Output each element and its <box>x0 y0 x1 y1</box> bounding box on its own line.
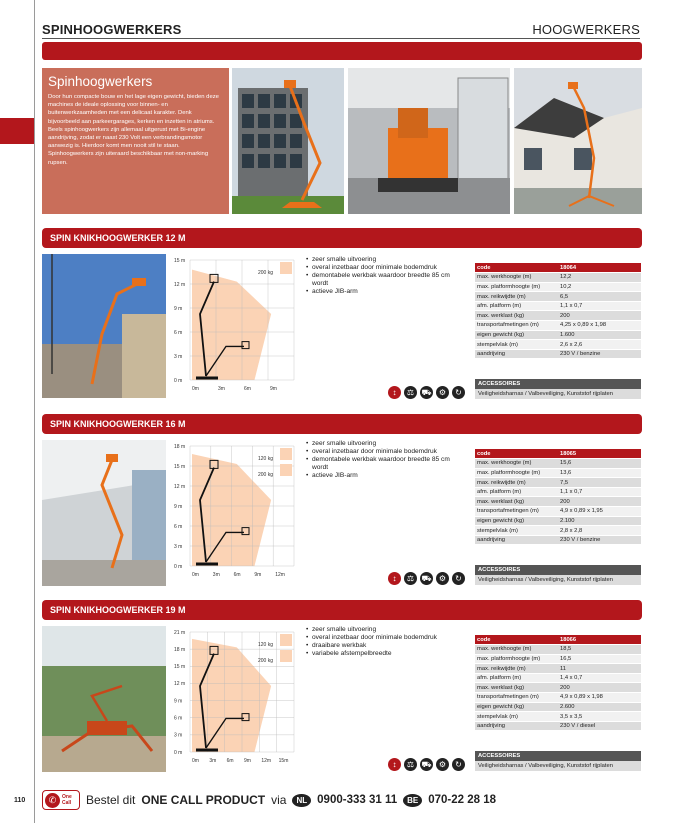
y-tick-label: 12 m <box>174 281 186 288</box>
x-tick-label: 0m <box>192 572 199 578</box>
spec-value: 18,5 <box>558 645 641 655</box>
spec-header-row <box>475 635 641 645</box>
spec-table-19m <box>475 635 641 731</box>
phone-icon: ✆ <box>45 793 60 808</box>
features-19m <box>306 626 466 658</box>
spec-label: code <box>475 635 558 645</box>
spec-value: 3,5 x 3,5 <box>558 712 641 722</box>
header-rule <box>42 38 640 39</box>
footer-via: via <box>271 793 287 807</box>
footer-product: ONE CALL PRODUCT <box>141 793 266 807</box>
height-icon: ↕ <box>388 386 401 399</box>
spec-row <box>475 507 641 517</box>
spec-label: max. werklast (kg) <box>475 497 558 507</box>
x-tick-label: 9m <box>254 572 262 578</box>
spec-label: afm. platform (m) <box>475 301 558 311</box>
reach-diagram-12m <box>172 254 298 402</box>
spec-label: code <box>475 263 558 273</box>
spec-label: max. reikwijdte (m) <box>475 292 558 302</box>
spec-row <box>475 468 641 478</box>
y-tick-label: 3 m <box>174 353 183 360</box>
y-tick-label: 6 m <box>174 715 183 722</box>
spec-row <box>475 497 641 507</box>
spec-label: max. platformhoogte (m) <box>475 468 558 478</box>
load-label: 200 kg <box>258 658 274 664</box>
y-tick-label: 3 m <box>174 543 183 550</box>
y-tick-label: 6 m <box>174 329 183 336</box>
y-tick-label: 21 m <box>174 629 186 636</box>
spec-value: 230 V / benzine <box>558 349 641 359</box>
intro-heading: Spinhoogwerkers <box>48 74 153 89</box>
photo-product-19m <box>42 626 166 772</box>
spec-value: 230 V / diesel <box>558 721 641 731</box>
spec-row <box>475 654 641 664</box>
spec-table-12m <box>475 263 641 359</box>
intro-text: Door hun compacte bouw en het lage eigen gewicht, bieden deze machines de ideale oplossing voor binnen- en buitenwerkzaamheden met een delicaat karakter. Denk bijvoorbeeld aan parkeergarages, kerken en inzetten in atriums. Beels spinhoogwerkers zijn allemaal uitgerust met Bi-engine aandrijving, zodat er naast 230 Volt een verbrandingsmotor aanwezig is. Hierdoor komt men nooit stil te staan. Spinhoogwerkers zijn uiteraard beschikbaar met non-marking rupsen. <box>48 94 219 166</box>
spec-value: 200 <box>558 683 641 693</box>
weight-icon: ⚖ <box>404 572 417 585</box>
spec-row <box>475 292 641 302</box>
photo-building-lift <box>232 68 344 214</box>
spec-value: 1,1 x 0,7 <box>558 487 641 497</box>
spec-value: 2,8 x 2,8 <box>558 526 641 536</box>
spec-row <box>475 693 641 703</box>
spec-label: aandrijving <box>475 349 558 359</box>
accessories-12m: Veiligheidsharnas / Valbeveiliging, Kunststof rijplaten <box>475 389 641 399</box>
engine-icon: ⚙ <box>436 572 449 585</box>
spec-value: 15,6 <box>558 459 641 469</box>
accessories-16m: Veiligheidsharnas / Valbeveiliging, Kunststof rijplaten <box>475 575 641 585</box>
accessories-heading-16m: ACCESSOIRES <box>475 565 641 575</box>
feature-item: • demontabele werkbak waardoor breedte 85 cm wordt <box>306 456 466 472</box>
be-badge: BE <box>403 794 422 807</box>
photo-product-12m <box>42 254 166 398</box>
footer-order-line <box>42 790 496 810</box>
spec-label: max. werkhoogte (m) <box>475 273 558 283</box>
icon-row-16m <box>388 572 465 585</box>
spec-value: 2.100 <box>558 516 641 526</box>
reach-diagram-16m <box>172 440 298 588</box>
spec-row <box>475 535 641 545</box>
feature-item: • actieve JIB-arm <box>306 288 466 296</box>
spec-label: max. werklast (kg) <box>475 683 558 693</box>
footer-prefix: Bestel dit <box>86 793 136 807</box>
spec-value: 200 <box>558 311 641 321</box>
spec-label: code <box>475 449 558 459</box>
spec-row <box>475 330 641 340</box>
rotation-icon: ↻ <box>452 758 465 771</box>
spec-value: 13,6 <box>558 468 641 478</box>
product-title-19m: SPIN KNIKHOOGWERKER 19 M <box>42 600 642 620</box>
y-tick-label: 0 m <box>174 749 183 756</box>
sidebar-line <box>34 0 35 823</box>
photo-house-lift <box>514 68 642 214</box>
spec-value: 4,25 x 0,89 x 1,98 <box>558 321 641 331</box>
rotation-icon: ↻ <box>452 386 465 399</box>
spec-label: max. platformhoogte (m) <box>475 654 558 664</box>
x-tick-label: 0m <box>192 386 199 392</box>
logo-line1: One <box>62 794 72 800</box>
spec-row <box>475 673 641 683</box>
spec-row <box>475 349 641 359</box>
features-16m <box>306 440 466 480</box>
spec-label: eigen gewicht (kg) <box>475 702 558 712</box>
feature-item: • variabele afstempelbreedte <box>306 650 466 658</box>
spec-value: 7,5 <box>558 478 641 488</box>
feature-item: • actieve JIB-arm <box>306 472 466 480</box>
drive-icon: ⛟ <box>421 388 432 397</box>
height-icon: ↕ <box>388 572 401 585</box>
spec-row <box>475 683 641 693</box>
icon-row-12m <box>388 386 465 399</box>
logo-line2: Call <box>62 800 72 806</box>
y-tick-label: 6 m <box>174 523 183 530</box>
spec-row <box>475 459 641 469</box>
spec-row <box>475 487 641 497</box>
x-tick-label: 6m <box>233 572 241 578</box>
spec-row <box>475 645 641 655</box>
y-tick-label: 12 m <box>174 681 186 688</box>
page-title: SPINHOOGWERKERS <box>42 22 182 37</box>
spec-value: 18065 <box>558 449 641 459</box>
spec-row <box>475 273 641 283</box>
accessories-heading-12m: ACCESSOIRES <box>475 379 641 389</box>
nl-phone[interactable]: 0900-333 31 11 <box>317 794 398 806</box>
spec-label: max. werkhoogte (m) <box>475 459 558 469</box>
spec-value: 6,5 <box>558 292 641 302</box>
spec-label: afm. platform (m) <box>475 673 558 683</box>
engine-icon: ⚙ <box>436 758 449 771</box>
spec-row <box>475 702 641 712</box>
nl-badge: NL <box>292 794 311 807</box>
feature-item: • zeer smalle uitvoering <box>306 626 466 634</box>
spec-row <box>475 478 641 488</box>
feature-item: • demontabele werkbak waardoor breedte 85 cm wordt <box>306 272 466 288</box>
features-12m <box>306 256 466 296</box>
feature-item: • draaibare werkbak <box>306 642 466 650</box>
x-tick-label: 12m <box>275 572 285 578</box>
spec-value: 1,4 x 0,7 <box>558 673 641 683</box>
y-tick-label: 15 m <box>174 257 186 264</box>
be-phone[interactable]: 070-22 28 18 <box>428 794 497 806</box>
x-tick-label: 3m <box>212 572 220 578</box>
load-label: 120 kg <box>258 456 274 462</box>
spec-table-16m <box>475 449 641 545</box>
spec-label: max. reikwijdte (m) <box>475 478 558 488</box>
spec-value: 10,2 <box>558 282 641 292</box>
load-swatch <box>280 464 292 476</box>
weight-icon: ⚖ <box>404 758 417 771</box>
load-swatch <box>280 634 292 646</box>
spec-value: 4,9 x 0,89 x 1,98 <box>558 693 641 703</box>
feature-item: • overal inzetbaar door minimale bodemdruk <box>306 634 466 642</box>
spec-label: max. werkhoogte (m) <box>475 645 558 655</box>
spec-row <box>475 282 641 292</box>
spec-row <box>475 340 641 350</box>
load-label: 200 kg <box>258 270 274 276</box>
x-tick-label: 9m <box>244 758 251 764</box>
load-swatch <box>280 650 292 662</box>
y-tick-label: 12 m <box>174 483 186 490</box>
spec-row <box>475 321 641 331</box>
spec-label: max. platformhoogte (m) <box>475 282 558 292</box>
spec-value: 1.600 <box>558 330 641 340</box>
x-tick-label: 0m <box>192 758 199 764</box>
x-tick-label: 3m <box>209 758 217 764</box>
spec-value: 2.600 <box>558 702 641 712</box>
spec-row <box>475 721 641 731</box>
spec-label: stempelvlak (m) <box>475 712 558 722</box>
load-swatch <box>280 262 292 274</box>
feature-item: • overal inzetbaar door minimale bodemdruk <box>306 264 466 272</box>
engine-icon: ⚙ <box>436 386 449 399</box>
spec-label: max. reikwijdte (m) <box>475 664 558 674</box>
drive-icon: ⛟ <box>421 574 432 583</box>
y-tick-label: 9 m <box>174 698 183 705</box>
spec-value: 230 V / benzine <box>558 535 641 545</box>
x-tick-label: 6m <box>226 758 234 764</box>
y-tick-label: 0 m <box>174 563 183 570</box>
y-tick-label: 0 m <box>174 377 183 384</box>
product-title-12m: SPIN KNIKHOOGWERKER 12 M <box>42 228 642 248</box>
spec-label: eigen gewicht (kg) <box>475 516 558 526</box>
intro-box <box>42 68 229 214</box>
x-tick-label: 6m <box>244 386 251 392</box>
spec-row <box>475 712 641 722</box>
photo-indoor-lift <box>348 68 510 214</box>
y-tick-label: 9 m <box>174 503 183 510</box>
spec-row <box>475 526 641 536</box>
spec-value: 1,1 x 0,7 <box>558 301 641 311</box>
accessories-heading-19m: ACCESSOIRES <box>475 751 641 761</box>
spec-label: stempelvlak (m) <box>475 340 558 350</box>
x-tick-label: 15m <box>278 758 289 764</box>
spec-value: 200 <box>558 497 641 507</box>
spec-value: 18066 <box>558 635 641 645</box>
x-tick-label: 3m <box>218 386 225 392</box>
spec-row <box>475 664 641 674</box>
y-tick-label: 18 m <box>174 646 186 653</box>
page-number: 110 <box>14 797 26 804</box>
y-tick-label: 3 m <box>174 732 183 739</box>
icon-row-19m <box>388 758 465 771</box>
spec-header-row <box>475 449 641 459</box>
weight-icon: ⚖ <box>404 386 417 399</box>
spec-label: stempelvlak (m) <box>475 526 558 536</box>
spec-value: 18064 <box>558 263 641 273</box>
spec-row <box>475 311 641 321</box>
feature-item: • overal inzetbaar door minimale bodemdruk <box>306 448 466 456</box>
y-tick-label: 9 m <box>174 305 183 312</box>
y-tick-label: 15 m <box>174 664 186 671</box>
feature-item: • zeer smalle uitvoering <box>306 256 466 264</box>
y-tick-label: 15 m <box>174 463 186 470</box>
y-tick-label: 18 m <box>174 443 186 450</box>
spec-value: 4,9 x 0,89 x 1,95 <box>558 507 641 517</box>
x-tick-label: 9m <box>270 386 277 392</box>
spec-value: 16,5 <box>558 654 641 664</box>
page-tab-marker <box>0 118 34 144</box>
spec-label: aandrijving <box>475 721 558 731</box>
load-label: 120 kg <box>258 642 274 648</box>
spec-label: transportafmetingen (m) <box>475 507 558 517</box>
spec-row <box>475 516 641 526</box>
working-envelope <box>192 270 274 380</box>
spec-label: aandrijving <box>475 535 558 545</box>
photo-product-16m <box>42 440 166 586</box>
spec-label: transportafmetingen (m) <box>475 693 558 703</box>
x-tick-label: 12m <box>261 758 272 764</box>
one-call-logo <box>42 790 80 810</box>
reach-diagram-19m <box>172 626 298 774</box>
spec-label: max. werklast (kg) <box>475 311 558 321</box>
rotation-icon: ↻ <box>452 572 465 585</box>
page-category: HOOGWERKERS <box>532 22 640 37</box>
load-label: 200 kg <box>258 472 274 478</box>
spec-row <box>475 301 641 311</box>
spec-header-row <box>475 263 641 273</box>
accessories-19m: Veiligheidsharnas / Valbeveiliging, Kunststof rijplaten <box>475 761 641 771</box>
spec-value: 2,6 x 2,6 <box>558 340 641 350</box>
header-red-bar <box>42 42 642 60</box>
height-icon: ↕ <box>388 758 401 771</box>
spec-value: 12,2 <box>558 273 641 283</box>
product-title-16m: SPIN KNIKHOOGWERKER 16 M <box>42 414 642 434</box>
spec-label: transportafmetingen (m) <box>475 321 558 331</box>
drive-icon: ⛟ <box>421 760 432 769</box>
spec-label: eigen gewicht (kg) <box>475 330 558 340</box>
spec-label: afm. platform (m) <box>475 487 558 497</box>
feature-item: • zeer smalle uitvoering <box>306 440 466 448</box>
load-swatch <box>280 448 292 460</box>
spec-value: 11 <box>558 664 641 674</box>
